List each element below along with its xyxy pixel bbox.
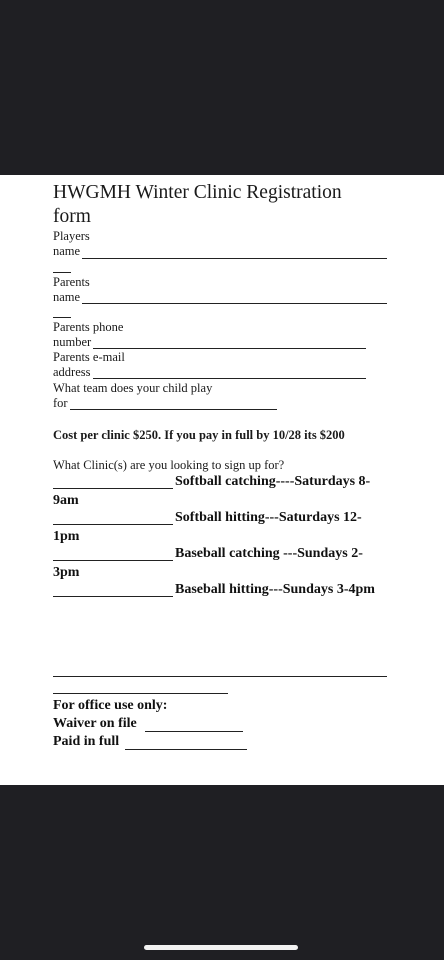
- parents-name-field[interactable]: [82, 303, 387, 304]
- parents-label-line1: Parents: [53, 275, 90, 289]
- form-title-line1: HWGMH Winter Clinic Registration: [53, 182, 342, 203]
- form-title-line2: form: [53, 206, 91, 227]
- phone-number-field[interactable]: [93, 348, 366, 349]
- clinic-baseball-catching-checkline[interactable]: [53, 560, 173, 561]
- team-field[interactable]: [70, 409, 277, 410]
- players-name-field[interactable]: [82, 258, 387, 259]
- email-label-line2: address: [53, 365, 91, 379]
- paid-field[interactable]: [125, 749, 247, 750]
- team-label-line2: for: [53, 396, 68, 410]
- email-address-field[interactable]: [93, 378, 366, 379]
- office-use-heading: For office use only:: [53, 698, 168, 713]
- players-label-line2: name: [53, 244, 81, 258]
- clinic-baseball-catching-label: Baseball catching ---Sundays 2-: [175, 546, 363, 561]
- phone-label-line2: number: [53, 335, 92, 349]
- phone-label-line1: Parents phone: [53, 320, 124, 334]
- clinic-softball-catching-time: 9am: [53, 493, 79, 508]
- registration-form-page: [0, 175, 444, 785]
- separator-line-long: [53, 676, 387, 677]
- clinic-softball-hitting-time: 1pm: [53, 529, 80, 544]
- email-label-line1: Parents e-mail: [53, 350, 125, 364]
- team-label-line1: What team does your child play: [53, 381, 213, 395]
- paid-label: Paid in full: [53, 734, 120, 749]
- waiver-label: Waiver on file: [53, 716, 137, 731]
- clinic-softball-catching-checkline[interactable]: [53, 488, 173, 489]
- clinic-softball-hitting-label: Softball hitting---Saturdays 12-: [175, 510, 362, 525]
- home-indicator[interactable]: [144, 945, 298, 950]
- separator-line-short: [53, 693, 228, 694]
- cost-text: Cost per clinic $250. If you pay in full by 10/28 its $200: [53, 428, 345, 442]
- clinic-baseball-hitting-label: Baseball hitting---Sundays 3-4pm: [175, 582, 375, 597]
- clinic-baseball-catching-time: 3pm: [53, 565, 80, 580]
- players-label-line1: Players: [53, 229, 90, 243]
- clinic-softball-catching-label: Softball catching----Saturdays 8-: [175, 474, 371, 489]
- clinic-question: What Clinic(s) are you looking to sign up for?: [53, 458, 285, 472]
- clinic-softball-hitting-checkline[interactable]: [53, 524, 173, 525]
- parents-label-line2: name: [53, 290, 81, 304]
- clinic-baseball-hitting-checkline[interactable]: [53, 596, 173, 597]
- players-name-field-continuation: [53, 272, 71, 273]
- waiver-field[interactable]: [145, 731, 243, 732]
- parents-name-field-continuation: [53, 317, 71, 318]
